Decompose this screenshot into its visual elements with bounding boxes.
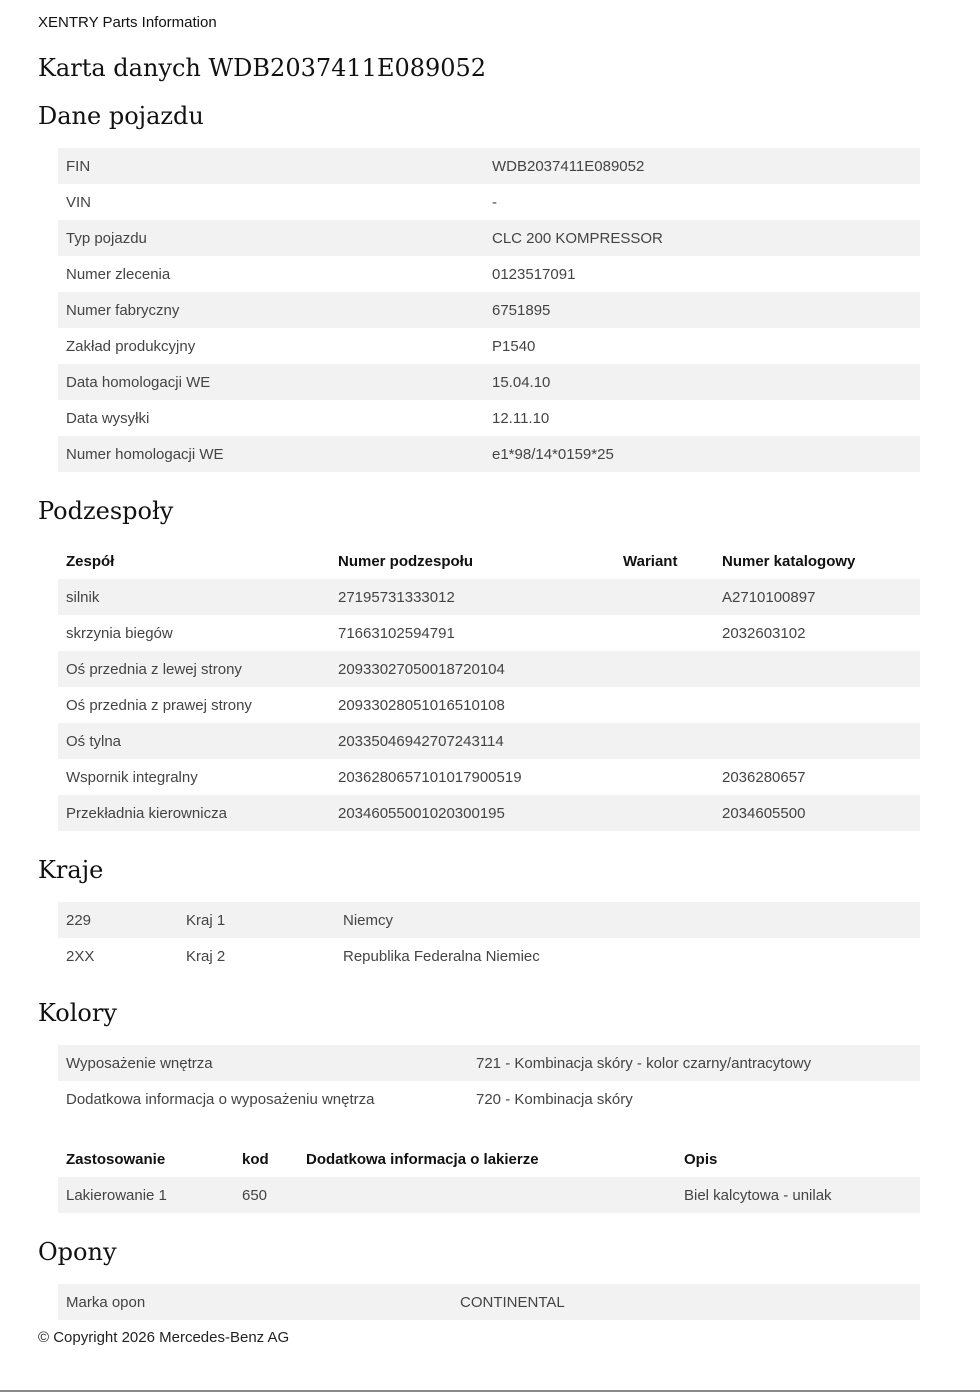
component-number: 20362806571010179005​19 [330, 759, 615, 795]
component-variant [615, 687, 714, 723]
column-header-use: Zastosowanie [66, 1150, 166, 1168]
component-variant [615, 795, 714, 831]
table-row [58, 436, 920, 472]
color-value: 720 - Kombinacja skóry [468, 1081, 920, 1117]
component-number: 27195731333012 [330, 579, 615, 615]
vehicle-value: 6751895 [484, 292, 920, 328]
component-catalog [714, 723, 920, 759]
paint-table [58, 1141, 920, 1213]
section-title-vehicle: Dane pojazdu [38, 102, 204, 130]
component-number: 20933027050018720104 [330, 651, 615, 687]
paint-use: Lakierowanie 1 [58, 1177, 234, 1213]
copyright: © Copyright 2026 Mercedes-Benz AG [38, 1329, 290, 1346]
country-label: Kraj 2 [178, 938, 335, 974]
vehicle-label: Numer zlecenia [58, 256, 484, 292]
vehicle-label: Data homologacji WE [58, 364, 484, 400]
component-catalog: A2710100897 [714, 579, 920, 615]
component-catalog: 2032603102 [714, 615, 920, 651]
table-header-row [58, 1141, 920, 1177]
table-row [58, 364, 920, 400]
column-header-group: Zespół [66, 552, 115, 570]
table-row [58, 184, 920, 220]
paint-description: Biel kalcytowa - unilak [676, 1177, 920, 1213]
interior-colors-table [58, 1045, 920, 1117]
vehicle-data-table [58, 148, 920, 472]
tyres-table [58, 1284, 920, 1320]
table-row [58, 651, 920, 687]
vehicle-value: e1*98/14*0159*25 [484, 436, 920, 472]
country-name: Republika Federalna Niemiec [335, 938, 920, 974]
country-code: 2XX [58, 938, 178, 974]
color-label: Dodatkowa informacja o wyposażeniu wnętrza [58, 1081, 468, 1117]
country-name: Niemcy [335, 902, 920, 938]
vehicle-label: Data wysyłki [58, 400, 484, 436]
component-variant [615, 651, 714, 687]
component-number: 20335046942707243114 [330, 723, 615, 759]
color-label: Wyposażenie wnętrza [58, 1045, 468, 1081]
vehicle-label: Numer homologacji WE [58, 436, 484, 472]
column-header-code: kod [242, 1150, 269, 1168]
vehicle-label: FIN [58, 148, 484, 184]
vehicle-value: CLC 200 KOMPRESSOR [484, 220, 920, 256]
component-group: Oś przednia z prawej strony [58, 687, 330, 723]
component-variant [615, 579, 714, 615]
app-title: XENTRY Parts Information [38, 14, 217, 31]
section-title-tyres: Opony [38, 1238, 117, 1266]
component-group: silnik [58, 579, 330, 615]
column-header-variant: Wariant [623, 552, 678, 570]
table-row [58, 1284, 920, 1320]
table-row [58, 938, 920, 974]
table-row [58, 292, 920, 328]
component-number: 71663102594791 [330, 615, 615, 651]
tyre-value: CONTINENTAL [452, 1284, 920, 1320]
component-group: skrzynia biegów [58, 615, 330, 651]
vehicle-value: 0123517091 [484, 256, 920, 292]
vehicle-label: Numer fabryczny [58, 292, 484, 328]
table-row [58, 795, 920, 831]
vehicle-value: 12.11.10 [484, 400, 920, 436]
table-row [58, 148, 920, 184]
vehicle-label: Typ pojazdu [58, 220, 484, 256]
table-row [58, 1081, 920, 1117]
component-group: Przekładnia kierownicza [58, 795, 330, 831]
vehicle-label: Zakład produkcyjny [58, 328, 484, 364]
table-header-row [58, 543, 920, 579]
component-group: Oś przednia z lewej strony [58, 651, 330, 687]
components-table [58, 543, 920, 831]
table-row [58, 1045, 920, 1081]
component-group: Oś tylna [58, 723, 330, 759]
column-header-catalog: Numer katalogowy [722, 552, 856, 570]
table-row [58, 579, 920, 615]
country-label: Kraj 1 [178, 902, 335, 938]
paint-code: 650 [234, 1177, 298, 1213]
table-row [58, 759, 920, 795]
vehicle-value: - [484, 184, 920, 220]
section-title-countries: Kraje [38, 856, 104, 884]
table-row [58, 902, 920, 938]
component-variant [615, 759, 714, 795]
table-row [58, 615, 920, 651]
table-row [58, 1177, 920, 1213]
component-number: 20933028051016510108 [330, 687, 615, 723]
table-row [58, 723, 920, 759]
tyre-label: Marka opon [58, 1284, 452, 1320]
component-group: Wspornik integralny [58, 759, 330, 795]
paint-info [298, 1177, 676, 1213]
column-header-info: Dodatkowa informacja o lakierze [306, 1150, 539, 1168]
table-row [58, 400, 920, 436]
component-catalog [714, 687, 920, 723]
component-catalog: 2034605500 [714, 795, 920, 831]
table-row [58, 256, 920, 292]
table-row [58, 328, 920, 364]
section-title-components: Podzespoły [38, 497, 174, 525]
table-row [58, 687, 920, 723]
vehicle-value: 15.04.10 [484, 364, 920, 400]
column-header-number: Numer podzespołu [338, 552, 474, 570]
vehicle-value: WDB2037411E089052 [484, 148, 920, 184]
countries-table [58, 902, 920, 974]
page-title: Karta danych WDB2037411E089052 [38, 54, 487, 82]
vehicle-label: VIN [58, 184, 484, 220]
component-catalog [714, 651, 920, 687]
component-catalog: 2036280657 [714, 759, 920, 795]
table-row [58, 220, 920, 256]
component-variant [615, 615, 714, 651]
column-header-description: Opis [684, 1150, 718, 1168]
vehicle-value: P1540 [484, 328, 920, 364]
section-title-colors: Kolory [38, 999, 117, 1027]
component-variant [615, 723, 714, 759]
color-value: 721 - Kombinacja skóry - kolor czarny/antracytowy [468, 1045, 920, 1081]
component-number: 20346055001020300195 [330, 795, 615, 831]
country-code: 229 [58, 902, 178, 938]
